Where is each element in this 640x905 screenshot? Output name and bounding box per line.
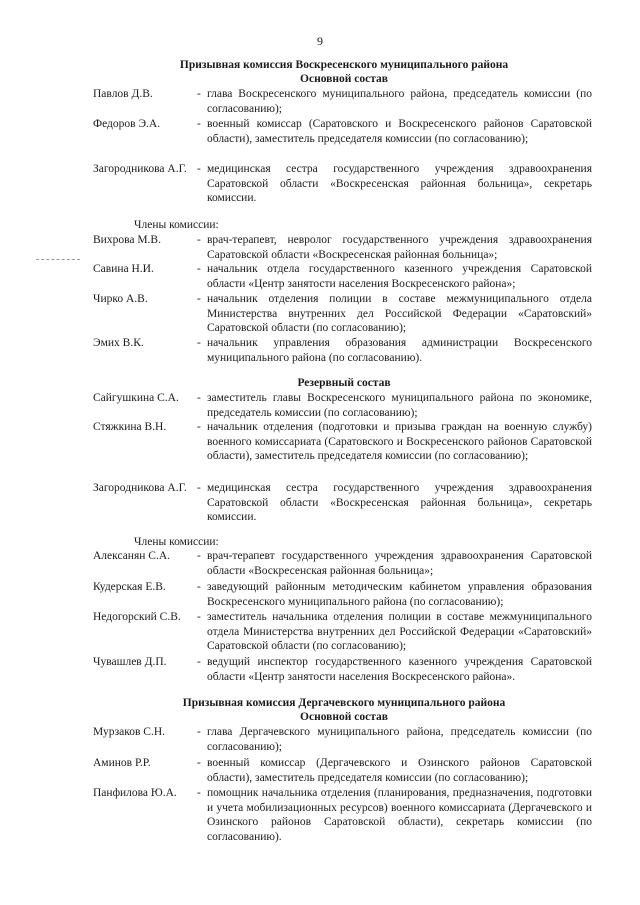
member-dash: - [197,421,201,433]
member-role: заведующий районным методическим кабинетом управления образования Воскресенского муниципального района (по согласованию); [207,581,592,608]
member-name: Федоров Э.А. [93,118,161,130]
member-dash: - [197,757,201,769]
member-dash: - [197,581,201,593]
page-number: 9 [317,34,323,48]
member-name: Стяжкина В.Н. [93,421,167,433]
member-dash: - [197,263,201,275]
main-composition-title: Основной состав [300,711,388,723]
member-dash: - [197,337,201,349]
member-role: заместитель главы Воскресенского муниципального района по экономике, председатель комиссии (по согласованию); [207,392,592,419]
member-name: Панфилова Ю.А. [93,787,177,799]
member-dash: - [197,163,201,175]
member-name: Чувашлев Д.П. [93,656,167,668]
member-name: Вихрова М.В. [93,234,161,246]
member-dash: - [197,118,201,130]
member-role: военный комиссар (Дергачевского и Озинского районов Саратовской области), заместитель председателя комиссии (по согласованию); [207,757,592,784]
member-name: Аминов Р.Р. [93,757,151,769]
member-dash: - [197,392,201,404]
member-name: Загородникова А.Г. [93,163,187,175]
member-name: Загородникова А.Г. [93,482,187,494]
member-dash: - [197,482,201,494]
member-name: Мурзаков С.Н. [93,726,166,738]
member-name: Недогорский С.В. [93,611,181,623]
member-dash: - [197,293,201,305]
member-role: медицинская сестра государственного учреждения здравоохранения Саратовской области «Воскресенская районная больница», секретарь комиссии. [207,482,592,524]
member-role: глава Воскресенского муниципального района, председатель комиссии (по согласованию); [207,88,592,115]
member-name: Сайгушкина С.А. [93,392,179,404]
scan-margin-mark [36,259,80,261]
member-dash: - [197,787,201,799]
main-composition-title: Основной состав [300,73,388,85]
member-dash: - [197,234,201,246]
member-dash: - [197,726,201,738]
member-role: начальник отдела государственного казенного учреждения Саратовской области «Центр занятости населения Воскресенского района»; [207,263,592,290]
member-name: Савина Н.И. [93,263,154,275]
member-dash: - [197,550,201,562]
member-role: помощник начальника отделения (планирования, предназначения, подготовки и учета мобилизационных ресурсов) военного комиссариата (Дергачевского и Озинского районов Саратовской области), секретарь комиссии (по согласованию). [207,787,592,843]
member-role: заместитель начальника отделения полиции в составе межмуниципального отдела Министерства внутренних дел Российской Федерации «Саратовский» Саратовской области (по согласованию); [207,611,592,653]
member-name: Эмих В.К. [93,337,144,349]
section-title: Призывная комиссия Воскресенского муниципального района [179,59,509,71]
member-role: глава Дергачевского муниципального района, председатель комиссии (по согласованию); [207,726,592,753]
members-label: Члены комиссии: [134,219,219,231]
member-dash: - [197,611,201,623]
member-role: ведущий инспектор государственного казенного учреждения Саратовской области «Центр занятости населения Воскресенского района». [207,656,592,683]
member-role: начальник управления образования администрации Воскресенского муниципального района (по согласованию). [207,337,592,364]
member-name: Алексанян С.А. [93,550,170,562]
member-name: Чирко А.В. [93,293,148,305]
member-role: начальник отделения полиции в составе межмуниципального отдела Министерства внутренних дел Российской Федерации «Саратовский» Саратовской области (по согласованию); [207,293,592,335]
member-role: медицинская сестра государственного учреждения здравоохранения Саратовской области «Воскресенская районная больница», секретарь комиссии. [207,163,592,205]
section-title: Призывная комиссия Дергачевского муниципального района [182,697,506,709]
reserve-composition-title: Резервный состав [297,377,391,389]
member-name: Кудерская Е.В. [93,581,166,593]
member-dash: - [197,656,201,668]
member-name: Павлов Д.В. [93,88,153,100]
members-label: Члены комиссии: [134,536,219,548]
member-role: начальник отделения (подготовки и призыва граждан на военную службу) военного комиссариата (Саратовского и Воскресенского районов Саратовской области), заместитель председателя комиссии (по согласованию); [207,421,592,463]
member-role: врач-терапевт, невролог государственного учреждения здравоохранения Саратовской области «Воскресенская районная больница»; [207,234,592,261]
member-dash: - [197,88,201,100]
member-role: врач-терапевт государственного учреждения здравоохранения Саратовской области «Воскресенская районная больница»; [207,550,592,577]
member-role: военный комиссар (Саратовского и Воскресенского районов Саратовской области), заместитель председателя комиссии (по согласованию); [207,118,592,145]
